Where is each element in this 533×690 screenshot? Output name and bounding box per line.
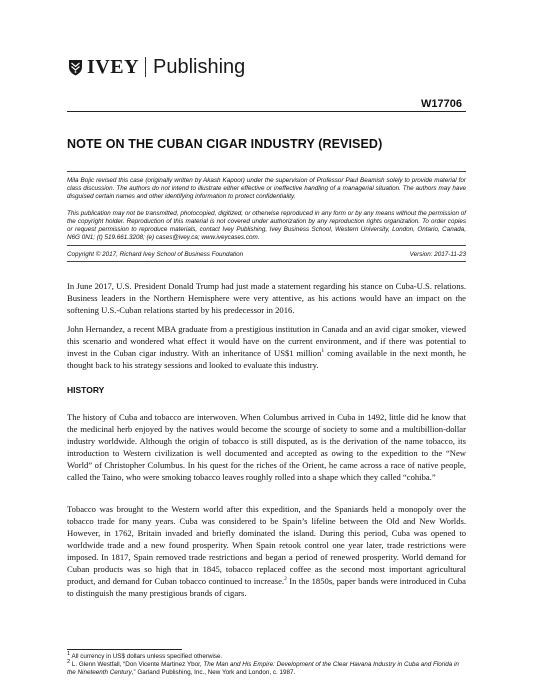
copyright-text: Copyright © 2017, Richard Ivey School of Business Foundation	[67, 251, 244, 258]
footnote-mark-2: 2	[67, 658, 71, 665]
notice-bottom-rule	[67, 261, 466, 262]
document-title: NOTE ON THE CUBAN CIGAR INDUSTRY (REVISED)	[67, 137, 383, 151]
brand-publishing: Publishing	[153, 55, 246, 78]
section-heading-history: HISTORY	[67, 385, 105, 395]
logo-divider	[145, 57, 146, 77]
notice-top-rule	[67, 171, 466, 172]
history-paragraph-2	[67, 503, 466, 599]
intro-paragraph: In June 2017, U.S. President Donald Trump had just made a statement regarding his stance on Cuba-U.S. relations. Business leaders in the Northern Hemisphere were very attentive, as his actions would have an impact on the softening U.S.-Cuban relations started by his predecessor in 2016.	[67, 281, 466, 315]
footnote-2-text-a: L. Glenn Westfall, “Don Vicente Martinez Ybor,	[70, 661, 204, 668]
p4-text-b: In the 1850s, paper bands were introduced in Cuba to distinguish the many prestigious brands of cigars.	[67, 576, 466, 598]
ivey-shield-icon	[68, 59, 83, 76]
footnote-rule	[67, 649, 182, 650]
ivey-publishing-logo	[68, 55, 245, 79]
hernandez-paragraph	[67, 323, 466, 371]
case-number: W17706	[421, 98, 462, 110]
p2-text-b: coming available in the next month, he thought back to his strategy sessions and looked to evaluate this industry.	[67, 348, 466, 370]
history-paragraph-1: The history of Cuba and tobacco are interwoven. When Columbus arrived in Cuba in 1492, little did he know that the medicinal herb enjoyed by the natives would become the scourge of society to some and a multibillion-dollar industry worldwide. Although the origin of tobacco is still disputed, as is the derivation of the name tobacco, its introduction to Western civilization is well documented and accepted as owing to the expedition to the “New World” of Christopher Columbus. In his quest for the riches of the Orient, he came across a race of native people, called the Taino, who were smoking tobacco leaves roughly rolled into a shape which they called “cohiba.”	[67, 412, 466, 482]
copyright-row	[67, 251, 466, 258]
authorship-notice: Mila Bojic revised this case (originally written by Akash Kapoor) under the supervision of Professor Paul Beamish solely to provide material for class discussion. The authors do not intend to illustrate either effective or ineffective handling of a managerial situation. The authors may have disguised certain names and other identifying information to protect confidentiality.	[67, 177, 466, 200]
brand-ivey: IVEY	[87, 55, 140, 78]
footnote-2	[67, 658, 466, 676]
notice-mid-rule	[67, 245, 466, 246]
p2-text-a: John Hernandez, a recent MBA graduate from a prestigious institution in Canada and an avid cigar smoker, viewed this scenario and wondered what effect it would have on the current environment, and if there was potential to invest in the Cuban cigar industry. With an inheritance of US$1 million	[67, 324, 466, 358]
footnote-mark-1: 1	[67, 650, 71, 657]
p4-text-a: Tobacco was brought to the Western world after this expedition, and the Spaniards held a monopoly over the tobacco trade for many years. Cuba was considered to be Spain’s lifeline between the Old and New Worlds. However, in 1762, Britain invaded and briefly dominated the island. During this period, Cuba was opened to worldwide trade and a new found prosperity. When Spain retook control one year later, trade restrictions were imposed. In 1817, Spain removed trade restrictions and began a period of renewed prosperity. World demand for Cuban products was so high that in 1845, tobacco replaced coffee as the second most important agricultural product, and demand for Cuban tobacco continued to increase.	[67, 504, 466, 586]
footnote-2-book-title: The Man and His Empire: Development of the Clear Havana Industry in Cuba and Florida in the Nineteenth Century	[67, 661, 459, 676]
footnote-1	[67, 650, 466, 661]
permissions-notice: This publication may not be transmitted, photocopied, digitized, or otherwise reproduced in any form or by any means without the permission of the copyright holder. Reproduction of this material is not covered under authorization by any reproduction rights organization. To order copies or request permission to reproduce materials, contact Ivey Publishing, Ivey Business School, Western University, London, Ontario, Canada, N6G 0N1; (t) 519.661.3208; (e) cases@ivey.ca; www.iveycases.com.	[67, 210, 466, 241]
footnote-1-text: All currency in US$ dollars unless specified otherwise.	[70, 653, 223, 660]
version-text: Version: 2017-11-23	[409, 251, 466, 258]
footnote-ref-2: 2	[284, 576, 287, 583]
footnote-2-text-b: ,” Garland Publishing, Inc., New York and London, c. 1987.	[131, 668, 296, 676]
header-rule	[67, 111, 466, 112]
footnote-ref-1: 1	[321, 348, 325, 355]
